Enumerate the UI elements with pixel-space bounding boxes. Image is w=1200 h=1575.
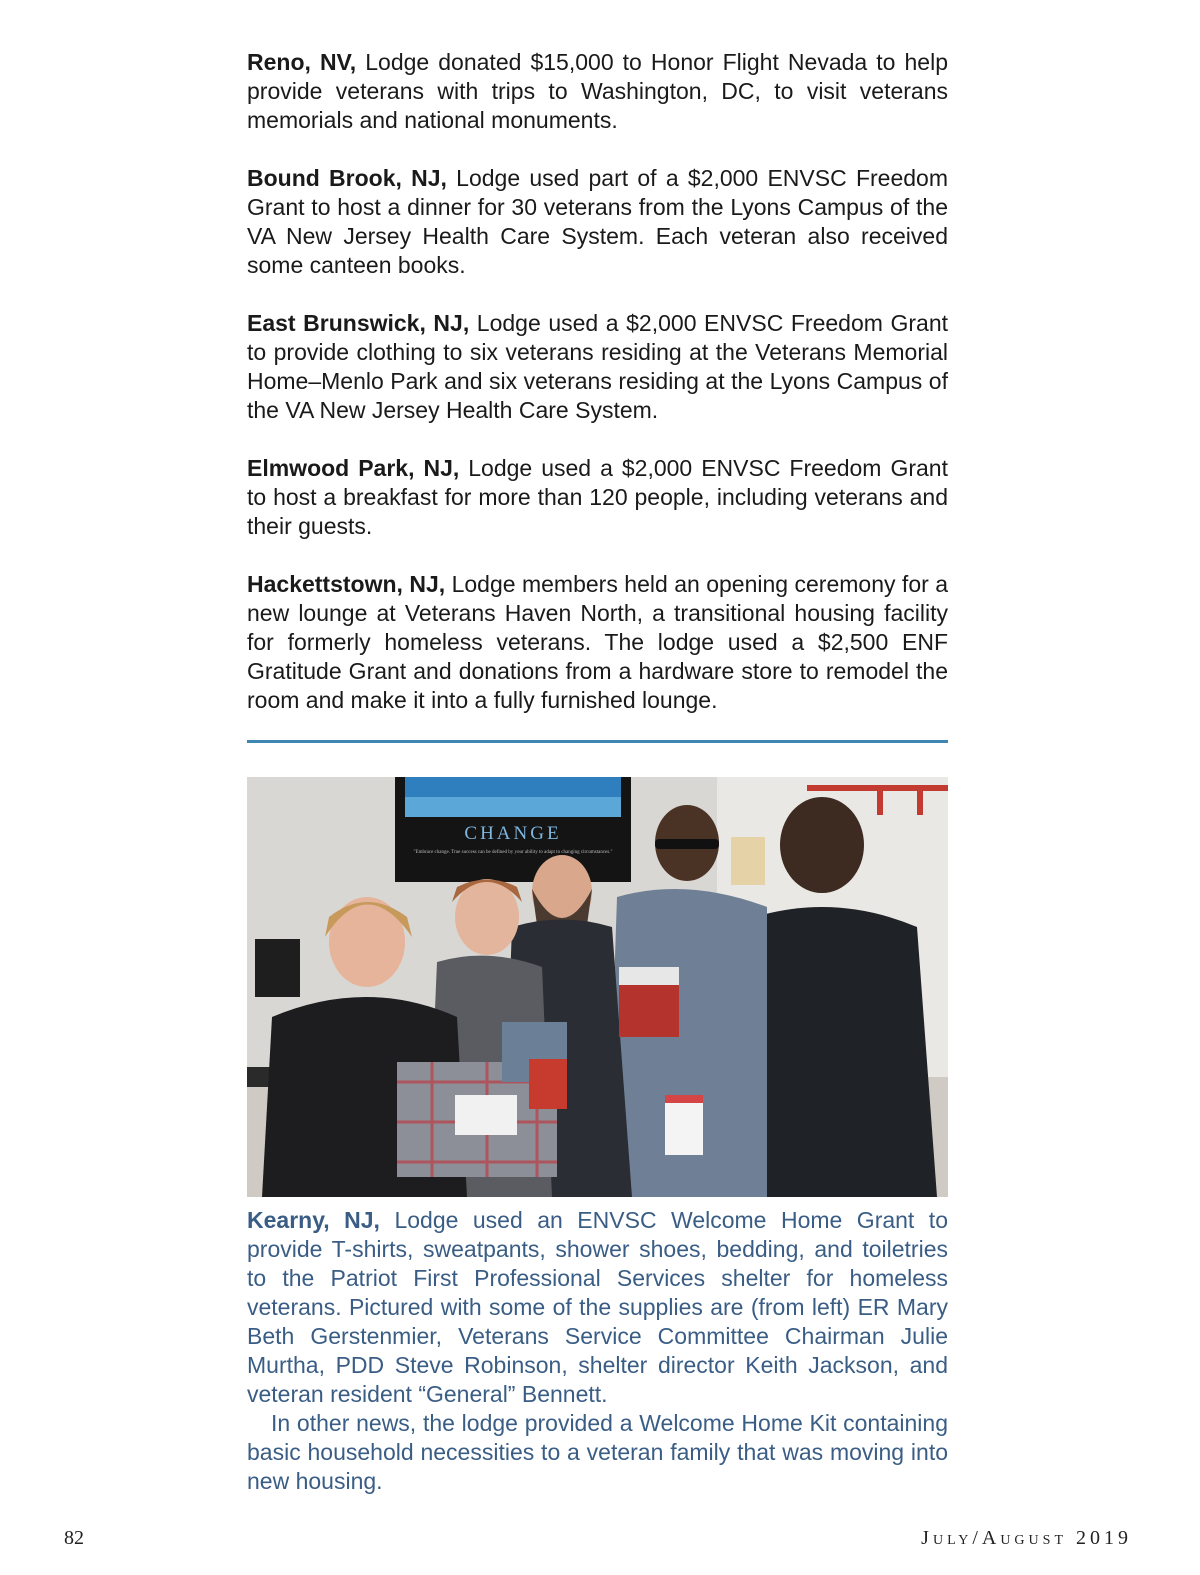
news-column: [247, 48, 948, 744]
caption-second-paragraph: In other news, the lodge provided a Welcome Home Kit containing basic household necessities to a veteran family that was moving into new housing.: [247, 1410, 948, 1494]
section-divider: [247, 740, 948, 743]
news-item: [247, 570, 948, 715]
news-text: Lodge used a $2,000 ENVSC Freedom Grant to host a breakfast for more than 120 people, including veterans and their guests.: [247, 455, 948, 539]
poster-title: CHANGE: [464, 823, 562, 844]
news-item: [247, 164, 948, 280]
news-item: [247, 48, 948, 135]
news-item: [247, 454, 948, 541]
poster-subtitle: "Embrace change. True success can be defined by your ability to adapt to changing circumstances.": [413, 850, 613, 855]
caption-paragraph: [247, 1206, 948, 1409]
news-location: Bound Brook, NJ,: [247, 165, 447, 191]
issue-date: July/August 2019: [921, 1527, 1132, 1549]
news-location: East Brunswick, NJ,: [247, 310, 470, 336]
caption-text: Lodge used an ENVSC Welcome Home Grant to provide T-shirts, sweatpants, shower shoes, bedding, and toiletries to the Patriot First Professional Services shelter for homeless veterans. Pictured with some of the supplies are (from left) ER Mary Beth Gerstenmier, Veterans Service Committee Chairman Julie Murtha, PDD Steve Robinson, shelter director Keith Jackson, and veteran resident “General” Bennett.: [247, 1207, 948, 1407]
news-location: Reno, NV,: [247, 49, 357, 75]
photo-caption: [247, 1206, 948, 1496]
group-photo: [247, 777, 948, 1197]
group-photo-illustration: [247, 777, 948, 1197]
news-text: Lodge used part of a $2,000 ENVSC Freedom Grant to host a dinner for 30 veterans from the Lyons Campus of the VA New Jersey Health Care System. Each veteran also received some canteen books.: [247, 165, 948, 278]
caption-location: Kearny, NJ,: [247, 1207, 380, 1233]
news-location: Elmwood Park, NJ,: [247, 455, 460, 481]
news-location: Hackettstown, NJ,: [247, 571, 446, 597]
news-text: Lodge members held an opening ceremony for a new lounge at Veterans Haven North, a transitional housing facility for formerly homeless veterans. The lodge used a $2,500 ENF Gratitude Grant and donations from a hardware store to remodel the room and make it into a fully furnished lounge.: [247, 571, 948, 713]
news-text: Lodge used a $2,000 ENVSC Freedom Grant to provide clothing to six veterans residing at the Veterans Memorial Home–Menlo Park and six veterans residing at the Lyons Campus of the VA New Jersey Health Care System.: [247, 310, 948, 423]
news-text: Lodge donated $15,000 to Honor Flight Nevada to help provide veterans with trips to Washington, DC, to visit veterans memorials and national monuments.: [247, 49, 948, 133]
news-item: [247, 309, 948, 425]
page-number: 82: [64, 1527, 84, 1549]
